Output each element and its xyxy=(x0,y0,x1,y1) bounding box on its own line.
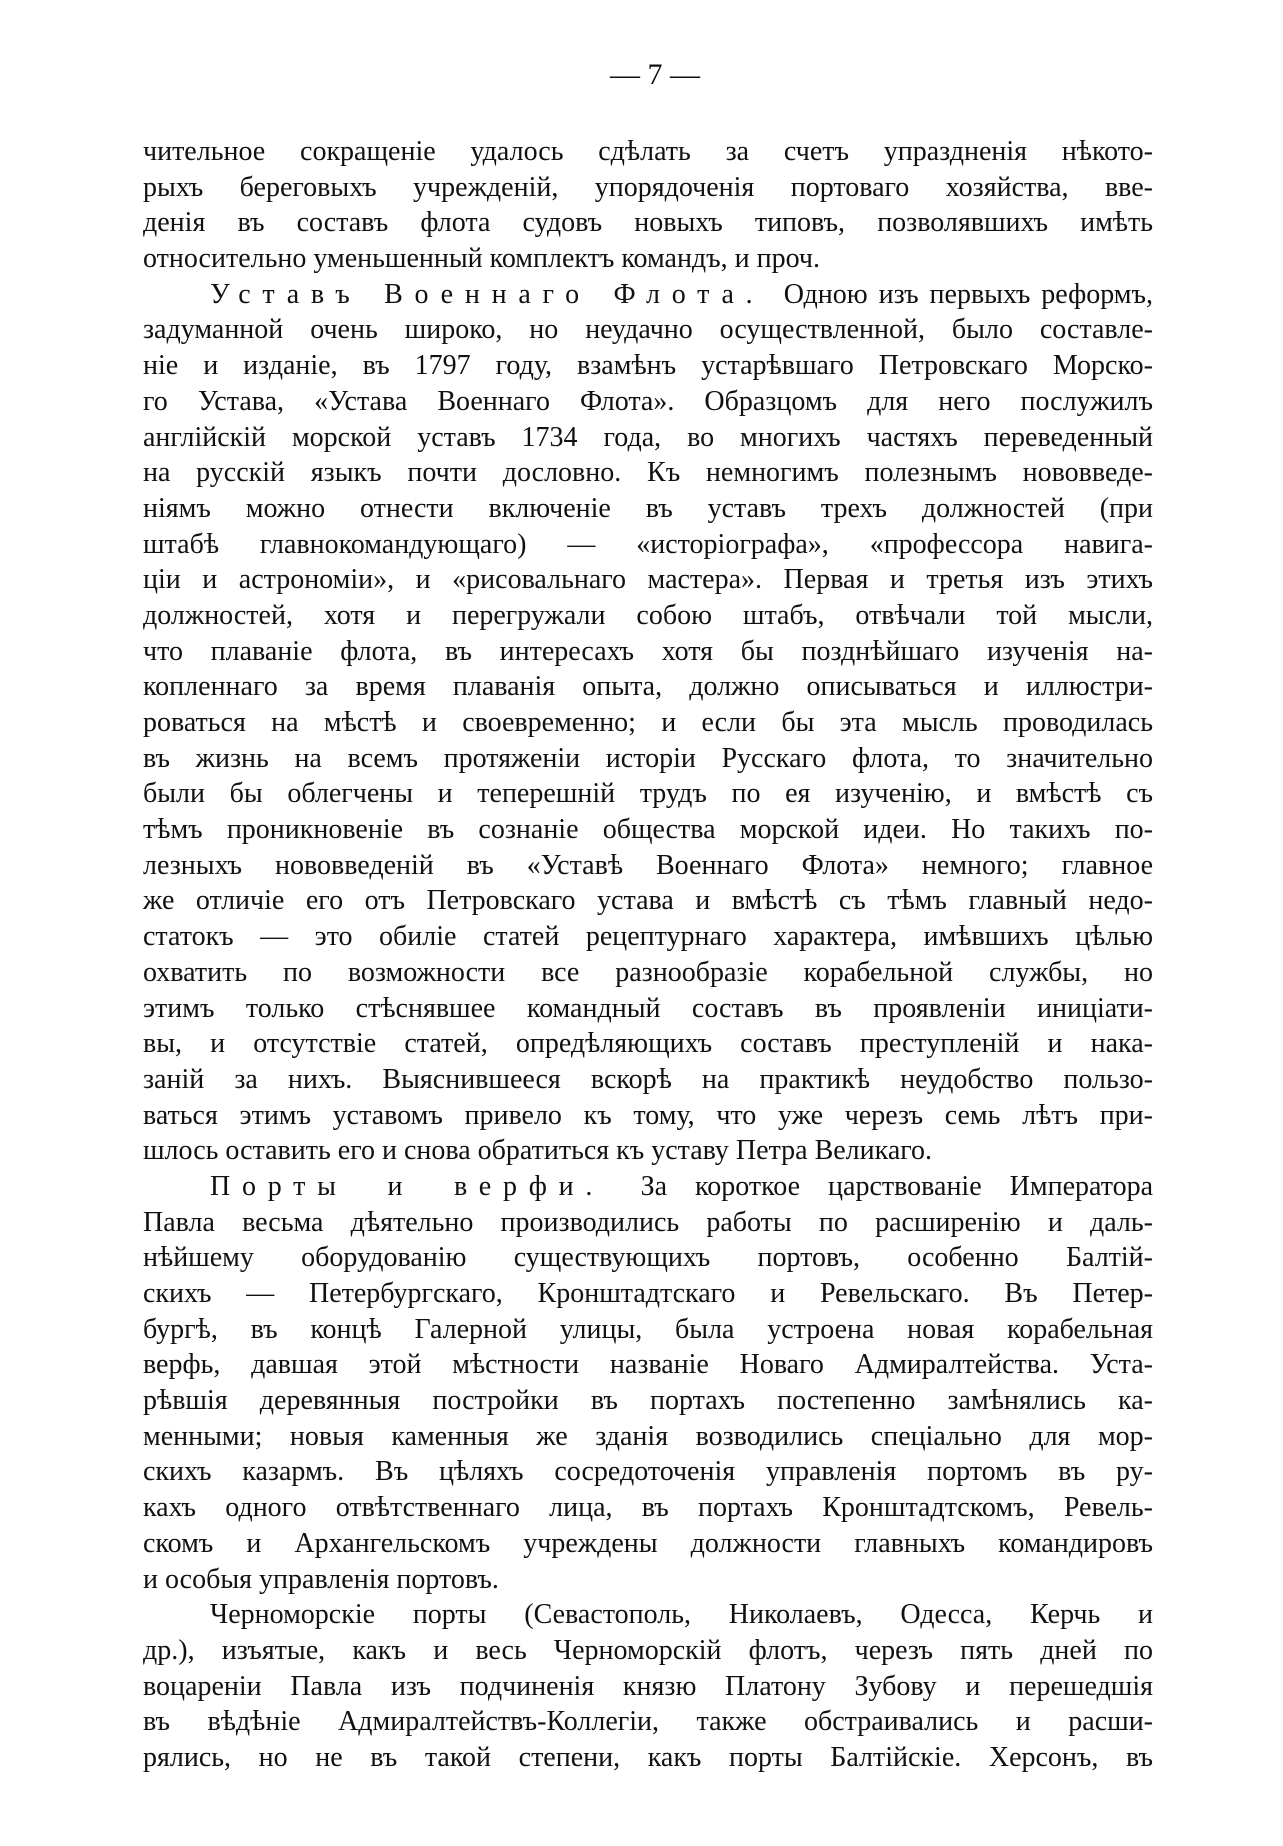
text-line: и особыя управленія портовъ. xyxy=(143,1563,499,1595)
paragraph xyxy=(143,1169,1153,1597)
paragraph xyxy=(143,1597,1153,1775)
text-line: бургѣ, въ концѣ Галерной улицы, была устроена новая корабельная xyxy=(143,1313,1153,1345)
paragraph xyxy=(143,134,1153,277)
text-line xyxy=(143,1169,1153,1205)
text-line: нѣйшему оборудованію существующихъ портовъ, особенно Балтій- xyxy=(143,1242,1153,1274)
text-line: въ жизнь на всемъ протяженіи исторіи Русскаго флота, то значительно xyxy=(143,742,1153,774)
text-line: ціи и астрономіи», и «рисовальнаго мастера». Первая и третья изъ этихъ xyxy=(143,564,1153,596)
text-line: заній за нихъ. Выяснившееся вскорѣ на практикѣ неудобство пользо- xyxy=(143,1063,1153,1095)
text-line: на русскій языкъ почти дословно. Къ немногимъ полезнымъ нововведе- xyxy=(143,457,1153,489)
text-line: го Устава, «Устава Военнаго Флота». Образцомъ для него послужилъ xyxy=(143,385,1153,417)
text-line: въ вѣдѣніе Адмиралтействъ-Коллегіи, также обстраивались и расши- xyxy=(143,1706,1153,1738)
body-text xyxy=(143,134,1153,1776)
text-line: ніямъ можно отнести включеніе въ уставъ трехъ должностей (при xyxy=(143,492,1153,524)
text-line: скомъ и Архангельскомъ учреждены должности главныхъ командировъ xyxy=(143,1527,1153,1559)
text-line: чительное сокращеніе удалось сдѣлать за счетъ упраздненія нѣкото- xyxy=(143,136,1153,167)
text-line: др.), изъятые, какъ и весь Черноморскій флотъ, черезъ пять дней по xyxy=(143,1634,1153,1666)
text-line: менными; новыя каменныя же зданія возводились спеціально для мор- xyxy=(143,1420,1153,1452)
text-line: скихъ — Петербургскаго, Кронштадтскаго и Ревельскаго. Въ Петер- xyxy=(143,1278,1153,1309)
text-line: вы, и отсутствіе статей, опредѣляющихъ составъ преступленій и нака- xyxy=(143,1028,1153,1060)
text-line: рѣвшія деревянныя постройки въ портахъ постепенно замѣнялись ка- xyxy=(143,1385,1153,1417)
text-line xyxy=(143,277,1153,313)
text-line: же отличіе его отъ Петровскаго устава и вмѣстѣ съ тѣмъ главный недо- xyxy=(143,885,1153,917)
text-line: лезныхъ нововведеній въ «Уставѣ Военнаго Флота» немного; главное xyxy=(143,849,1153,881)
text-line: что плаваніе флота, въ интересахъ хотя бы позднѣйшаго изученія на- xyxy=(143,635,1153,667)
text-line: копленнаго за время плаванія опыта, должно описываться и иллюстри- xyxy=(143,671,1153,703)
text-line: были бы облегчены и теперешній трудъ по ея изученію, и вмѣстѣ съ xyxy=(143,778,1153,810)
text-line: должностей, хотя и перегружали собою штабъ, отвѣчали той мысли, xyxy=(143,599,1153,631)
text-line: Черноморскіе порты (Севастополь, Николаевъ, Одесса, Керчь и xyxy=(210,1599,1153,1631)
text-line: охватить по возможности все разнообразіе корабельной службы, но xyxy=(143,956,1153,988)
text-line: кахъ одного отвѣтственнаго лица, въ портахъ Кронштадтскомъ, Ревель- xyxy=(143,1492,1153,1524)
text-line: рыхъ береговыхъ учрежденій, упорядоченія портоваго хозяйства, вве- xyxy=(143,171,1153,203)
text-line: ніе и изданіе, въ 1797 году, взамѣнъ устарѣвшаго Петровскаго Морско- xyxy=(143,350,1153,382)
line-text: За короткое царствованіе Императора xyxy=(640,1170,1153,1202)
text-line: тѣмъ проникновеніе въ сознаніе общества морской идеи. Но такихъ по- xyxy=(143,814,1153,846)
text-line: ваться этимъ уставомъ привело къ тому, что уже черезъ семь лѣтъ при- xyxy=(143,1099,1153,1131)
text-line: скихъ казармъ. Въ цѣляхъ сосредоточенія управленія портомъ въ ру- xyxy=(143,1456,1153,1488)
paragraph xyxy=(143,277,1153,1169)
text-line: статокъ — это обиліе статей рецептурнаго характера, имѣвшихъ цѣлью xyxy=(143,921,1153,953)
page-number: — 7 — xyxy=(610,58,700,91)
text-line: Павла весьма дѣятельно производились работы по расширенію и даль- xyxy=(143,1206,1153,1238)
text-line: англійскій морской уставъ 1734 года, во многихъ частяхъ переведенный xyxy=(143,421,1153,453)
section-heading: Уставъ Военнаго Флота. xyxy=(210,278,765,310)
text-line: денія въ составъ флота судовъ новыхъ типовъ, позволявшихъ имѣть xyxy=(143,207,1153,239)
section-heading: Порты и верфи. xyxy=(210,1170,605,1202)
text-line: воцареніи Павла изъ подчиненія князю Платону Зубову и перешедшія xyxy=(143,1670,1153,1702)
text-line: относительно уменьшенный комплектъ командъ, и проч. xyxy=(143,243,820,275)
text-line: роваться на мѣстѣ и своевременно; и если бы эта мысль проводилась xyxy=(143,707,1153,738)
text-line: рялись, но не въ такой степени, какъ порты Балтійскіе. Херсонъ, въ xyxy=(143,1741,1153,1773)
text-line: шлось оставить его и снова обратиться къ уставу Петра Великаго. xyxy=(143,1135,933,1167)
text-line: этимъ только стѣснявшее командный составъ въ проявленіи иниціати- xyxy=(143,992,1153,1024)
text-line: штабѣ главнокомандующаго) — «исторіографа», «профессора навига- xyxy=(143,528,1153,560)
text-line: верфь, давшая этой мѣстности названіе Новаго Адмиралтейства. Уста- xyxy=(143,1349,1153,1381)
text-line: задуманной очень широко, но неудачно осуществленной, было составле- xyxy=(143,314,1153,346)
line-text: Одною изъ первыхъ реформъ, xyxy=(783,278,1153,310)
